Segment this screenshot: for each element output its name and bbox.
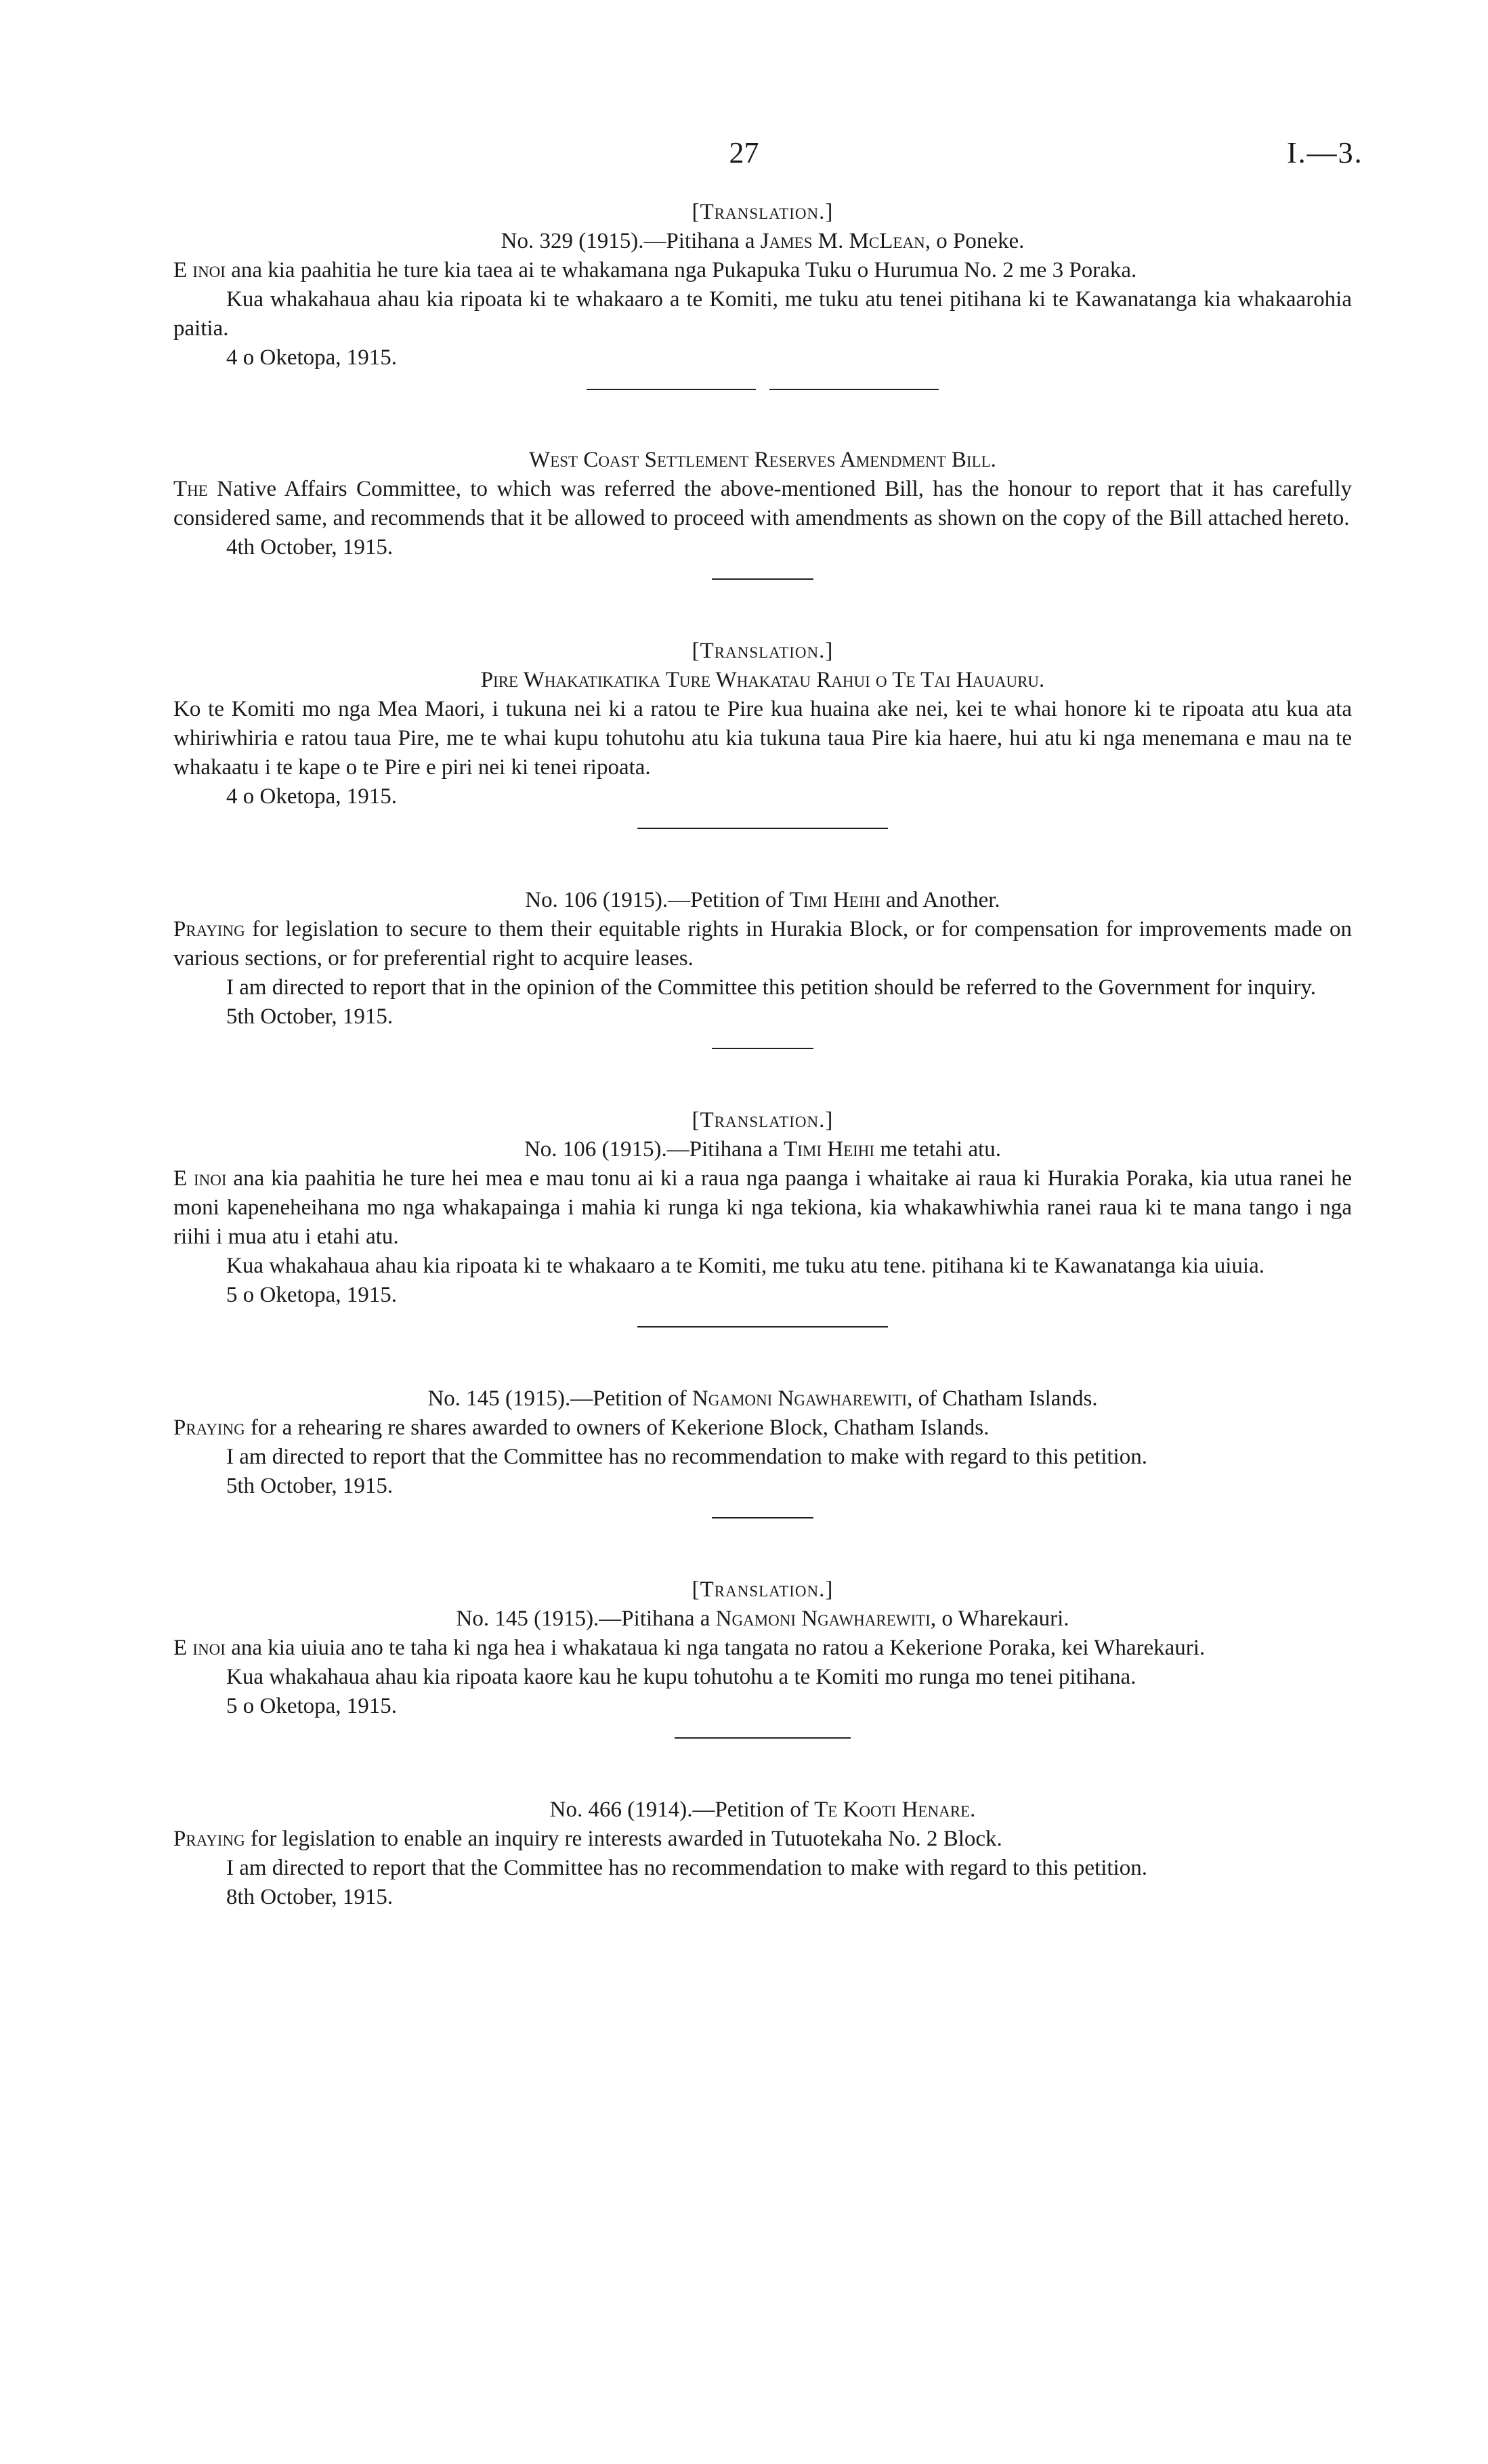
translation-label: [Translation.] xyxy=(692,1577,834,1602)
petitioner-name: Ngamoni Ngawharewiti xyxy=(692,1386,908,1411)
section-heading xyxy=(173,1605,1352,1634)
section-heading xyxy=(173,1135,1352,1164)
paragraph-text: for legislation to secure to them their equitable rights in Hurakia Block, or for compensation for improvements made on various sections, or for preferential right to acquire leases. xyxy=(173,917,1352,971)
paragraph-lead: E inoi xyxy=(173,1166,227,1191)
document-reference: I.—3. xyxy=(1287,136,1363,169)
heading-suffix: . xyxy=(970,1798,976,1822)
divider xyxy=(712,1048,813,1049)
section-date: 4th October, 1915. xyxy=(226,535,394,559)
section-heading: West Coast Settlement Reserves Amendment Bill. xyxy=(529,448,996,472)
divider xyxy=(637,1326,888,1327)
paragraph-text: for a rehearing re shares awarded to owners of Kekerione Block, Chatham Islands. xyxy=(245,1416,990,1440)
translation-label: [Translation.] xyxy=(692,1108,834,1132)
paragraph-text: Native Affairs Committee, to which was referred the above-mentioned Bill, has the honour to report that it has carefully considered same, and recommends that it be allowed to proceed with amendments as shown on the copy of the Bill attached hereto. xyxy=(173,477,1352,530)
paragraph-lead: The xyxy=(173,477,208,501)
section-petition-106 xyxy=(173,886,1352,1032)
paragraph-text: ana kia paahitia he ture hei mea e mau tonu ai ki a raua nga paanga i whaitake ai raua ki Hurakia Poraka, kia utua ranei he moni kapeneheihana mo nga whakapainga i mahia ki runga ki nga tekiona, kia whakawhiwhia ranei raua ki te mana tango i nga riihi i mua atu i etahi atu. xyxy=(173,1166,1352,1249)
divider xyxy=(675,1737,851,1739)
divider xyxy=(712,1517,813,1518)
paragraph: I am directed to report that the Committee has no recommendation to make with regard to this petition. xyxy=(226,1445,1147,1469)
heading-prefix: No. 145 (1915).—Petition of xyxy=(427,1386,692,1411)
document-body xyxy=(173,198,1352,1912)
paragraph: I am directed to report that the Committee has no recommendation to make with regard to this petition. xyxy=(226,1856,1147,1880)
heading-suffix: , o Poneke. xyxy=(924,229,1025,253)
section-petition-106-translation xyxy=(173,1106,1352,1310)
paragraph: Kua whakahaua ahau kia ripoata ki te whakaaro a te Komiti, me tuku atu tenei pitihana ki te Kawanatanga kia whakaarohia paitia. xyxy=(173,287,1352,341)
section-date: 4 o Oketopa, 1915. xyxy=(226,345,398,370)
section-date: 5 o Oketopa, 1915. xyxy=(226,1283,398,1307)
section-heading xyxy=(173,227,1352,256)
heading-prefix: No. 145 (1915).—Pitihana a xyxy=(456,1607,716,1631)
page-number: 27 xyxy=(729,136,759,169)
paragraph-lead: Praying xyxy=(173,1827,245,1851)
section-west-coast-bill xyxy=(173,446,1352,562)
paragraph-lead: Praying xyxy=(173,917,245,941)
paragraph xyxy=(173,1634,1352,1663)
section-date: 5th October, 1915. xyxy=(226,1004,394,1029)
petitioner-name: Timi Heihi xyxy=(789,888,880,912)
paragraph-text: ana kia uiuia ano te taha ki nga hea i whakataua ki nga tangata no ratou a Kekerione Poraka, kei Wharekauri. xyxy=(225,1636,1206,1660)
paragraph xyxy=(173,1164,1352,1252)
heading-prefix: No. 329 (1915).—Pitihana a xyxy=(501,229,761,253)
section-petition-145 xyxy=(173,1384,1352,1501)
paragraph-text: ana kia paahitia he ture kia taea ai te whakamana nga Pukapuka Tuku o Hurumua No. 2 me 3 Poraka. xyxy=(225,258,1137,282)
section-heading xyxy=(173,1384,1352,1414)
paragraph xyxy=(173,915,1352,973)
paragraph xyxy=(173,256,1352,285)
translation-label: [Translation.] xyxy=(692,639,834,663)
section-date: 4 o Oketopa, 1915. xyxy=(226,784,398,809)
petitioner-name: Ngamoni Ngawharewiti xyxy=(715,1607,931,1631)
paragraph-lead: Praying xyxy=(173,1416,245,1440)
section-heading: Pire Whakatikatika Ture Whakatau Rahui o Te Tai Hauauru. xyxy=(480,668,1045,692)
divider xyxy=(637,828,888,829)
heading-suffix: me tetahi atu. xyxy=(874,1137,1002,1162)
section-heading xyxy=(173,886,1352,915)
section-petition-466 xyxy=(173,1796,1352,1912)
paragraph: Kua whakahaua ahau kia ripoata kaore kau he kupu tohutohu a te Komiti mo runga mo tenei pitihana. xyxy=(226,1665,1136,1689)
section-heading xyxy=(173,1796,1352,1825)
paragraph xyxy=(173,475,1352,533)
section-date: 8th October, 1915. xyxy=(226,1885,394,1909)
paragraph-text: for legislation to enable an inquiry re interests awarded in Tutuotekaha No. 2 Block. xyxy=(245,1827,1002,1851)
petitioner-name: Te Kooti Henare xyxy=(814,1798,971,1822)
heading-suffix: , o Wharekauri. xyxy=(930,1607,1069,1631)
paragraph xyxy=(173,1825,1352,1854)
paragraph: I am directed to report that in the opinion of the Committee this petition should be referred to the Government for inquiry. xyxy=(226,975,1316,1000)
heading-suffix: and Another. xyxy=(880,888,1000,912)
petitioner-name: James M. McLean xyxy=(760,229,925,253)
heading-prefix: No. 466 (1914).—Petition of xyxy=(549,1798,815,1822)
section-date: 5 o Oketopa, 1915. xyxy=(226,1694,398,1718)
paragraph: Kua whakahaua ahau kia ripoata ki te whakaaro a te Komiti, me tuku atu tene. pitihana ki te Kawanatanga kia uiuia. xyxy=(226,1254,1265,1278)
translation-label: [Translation.] xyxy=(692,200,834,224)
paragraph-lead: E inoi xyxy=(173,258,226,282)
heading-prefix: No. 106 (1915).—Petition of xyxy=(525,888,790,912)
petitioner-name: Timi Heihi xyxy=(784,1137,875,1162)
divider xyxy=(712,578,813,580)
paragraph-lead: E inoi xyxy=(173,1636,226,1660)
section-petition-145-translation xyxy=(173,1575,1352,1721)
paragraph xyxy=(173,1414,1352,1443)
heading-suffix: , of Chatham Islands. xyxy=(907,1386,1098,1411)
section-west-coast-bill-translation xyxy=(173,637,1352,811)
paragraph: Ko te Komiti mo nga Mea Maori, i tukuna nei ki a ratou te Pire kua huaina ake nei, kei te whai honore ki te ripoata atu kua ata whiriwhiria e ratou taua Pire, me te whai kupu tohutohu atu kia tukuna taua Pire kia haere, hui atu ki nga menemana e mau na te whakaatu i te kape o te Pire e piri nei ki tenei ripoata. xyxy=(173,697,1352,780)
section-date: 5th October, 1915. xyxy=(226,1474,394,1498)
section-petition-329-translation xyxy=(173,198,1352,373)
heading-prefix: No. 106 (1915).—Pitihana a xyxy=(524,1137,784,1162)
